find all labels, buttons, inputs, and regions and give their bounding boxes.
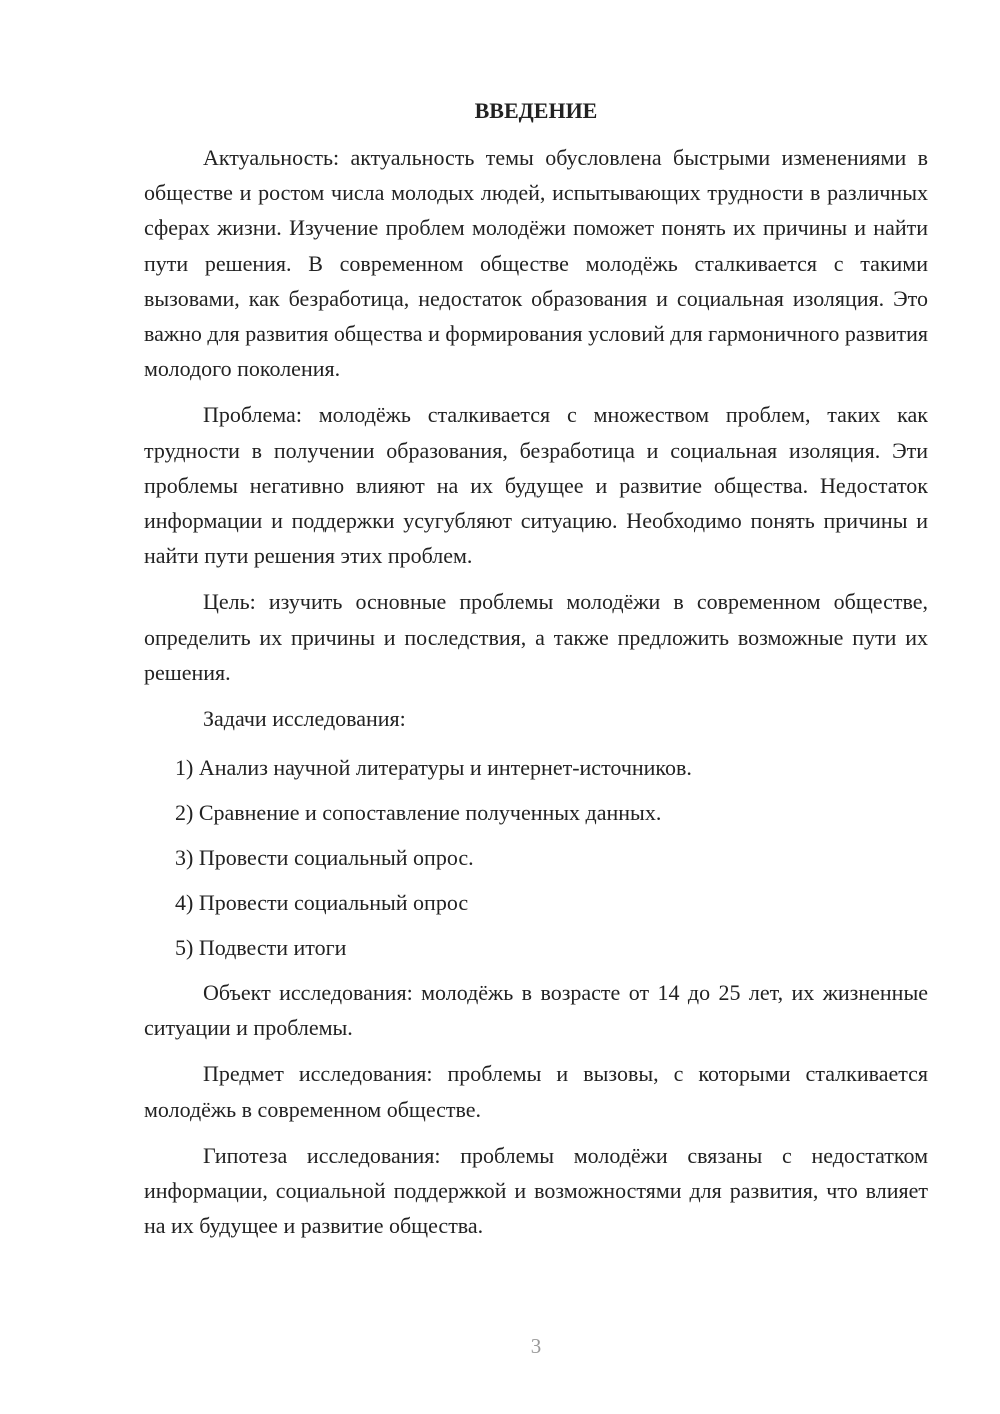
page-number: 3 xyxy=(530,1334,542,1358)
paragraph-goal: Цель: изучить основные проблемы молодёжи в современном обществе, определить их причины и последствия, а также предложить возможные пути их решения. xyxy=(144,589,928,685)
paragraph-hypothesis: Гипотеза исследования: проблемы молодёжи связаны с недостатком информации, социальной поддержкой и возможностями для развития, что влияет на их будущее и развитие общества. xyxy=(144,1142,928,1239)
paragraph-object: Объект исследования: молодёжь в возрасте от 14 до 25 лет, их жизненные ситуации и проблемы. xyxy=(144,980,928,1041)
task-item: 1) Анализ научной литературы и интернет-источников. xyxy=(175,755,692,781)
task-item: 4) Провести социальный опрос xyxy=(175,890,469,916)
task-item: 5) Подвести итоги xyxy=(175,935,347,961)
page-content xyxy=(144,94,928,1254)
task-item: 3) Провести социальный опрос. xyxy=(175,845,474,871)
task-list xyxy=(144,750,928,965)
paragraph-relevance: Актуальность: актуальность темы обусловлена быстрыми изменениями в обществе и ростом числа молодых людей, испытывающих трудности в различных сферах жизни. Изучение проблем молодёжи поможет понять их причины и найти пути решения. В современном обществе молодёжь сталкивается с такими вызовами, как безработица, недостаток образования и социальная изоляция. Это важно для развития общества и формирования условий для гармоничного развития молодого поколения. xyxy=(144,145,928,382)
paragraph-subject: Предмет исследования: проблемы и вызовы, с которыми сталкивается молодёжь в современном обществе. xyxy=(144,1061,928,1122)
section-title: ВВЕДЕНИЕ xyxy=(474,98,598,123)
task-item: 2) Сравнение и сопоставление полученных данных. xyxy=(175,800,662,826)
tasks-heading: Задачи исследования: xyxy=(203,706,406,732)
paragraph-problem: Проблема: молодёжь сталкивается с множеством проблем, таких как трудности в получении образования, безработица и социальная изоляция. Эти проблемы негативно влияют на их будущее и развитие общества. Недостаток информации и поддержки усугубляют ситуацию. Необходимо понять причины и найти пути решения этих проблем. xyxy=(144,402,928,569)
